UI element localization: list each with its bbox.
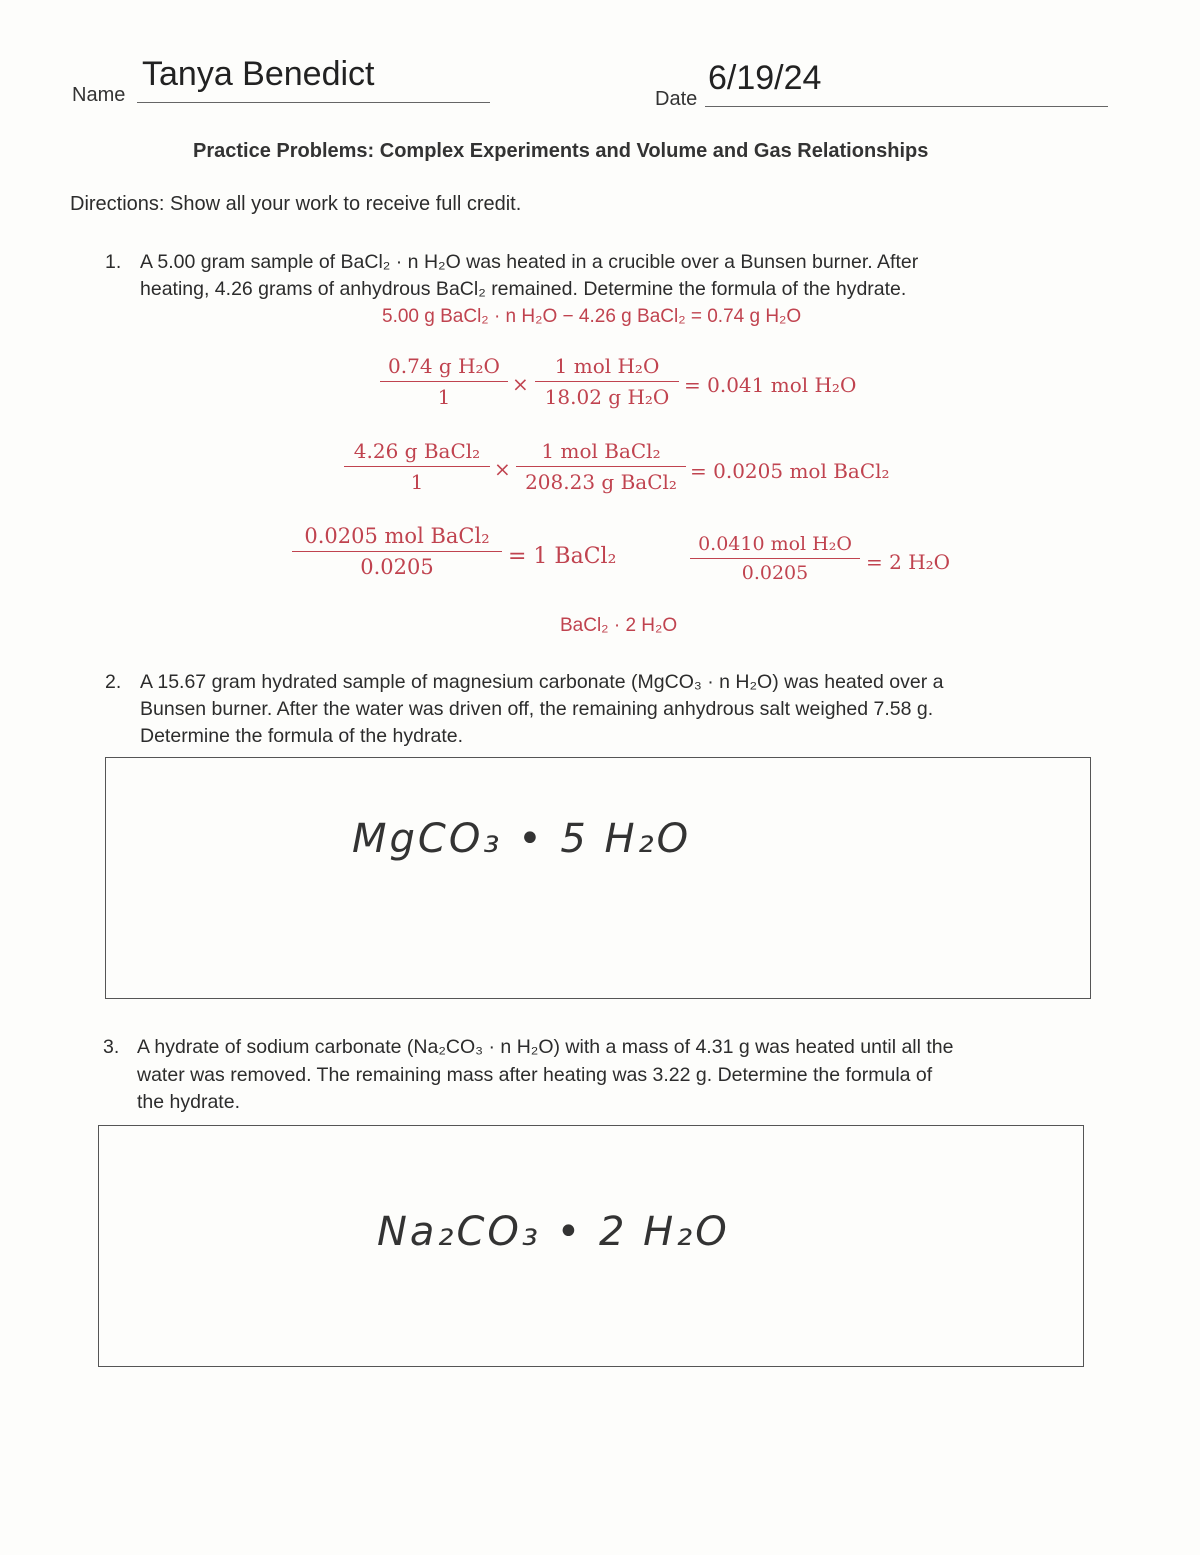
ratio2-num: 0.0410 mol H₂O — [698, 533, 852, 555]
problem-2-text-line2: Bunsen burner. After the water was driven off, the remaining anhydrous salt weighed 7.58 g. — [140, 698, 934, 720]
problem-1-text-line1: A 5.00 gram sample of BaCl₂ · n H₂O was heated in a crucible over a Bunsen burner. After — [140, 251, 919, 273]
ratio1-num: 0.0205 mol BaCl₂ — [304, 524, 490, 548]
calc2-result: = 0.0205 mol BaCl₂ — [690, 459, 890, 483]
page-title: Practice Problems: Complex Experiments and Volume and Gas Relationships — [193, 140, 929, 162]
name-label: Name — [72, 84, 126, 106]
date-label: Date — [655, 88, 698, 110]
calc1-result: = 0.041 mol H₂O — [684, 373, 857, 397]
ratio2-result: = 2 H₂O — [866, 550, 951, 574]
name-line — [137, 102, 490, 103]
calc1-den1: 1 — [437, 385, 451, 409]
problem-1-text-line2: heating, 4.26 grams of anhydrous BaCl₂ remained. Determine the formula of the hydrate. — [140, 278, 907, 300]
calc2-fraction-2 — [516, 439, 686, 494]
problem-3-handwritten-answer: Na₂CO₃ • 2 H₂O — [377, 1209, 730, 1255]
fraction-bar — [292, 551, 502, 552]
problem-3-text-line2: water was removed. The remaining mass after heating was 3.22 g. Determine the formula of — [137, 1064, 933, 1086]
calc1-num1: 0.74 g H₂O — [388, 354, 500, 378]
calc2-den1: 1 — [410, 470, 424, 494]
calc2-num1: 4.26 g BaCl₂ — [353, 439, 481, 463]
name-value[interactable]: Tanya Benedict — [142, 55, 375, 93]
problem-3-text-line3: the hydrate. — [137, 1091, 240, 1113]
calc1-fraction-1 — [380, 354, 508, 409]
ratio1-result: = 1 BaCl₂ — [508, 544, 617, 569]
fraction-bar — [690, 558, 860, 559]
fraction-bar — [380, 381, 508, 382]
problem-3-text-line1: A hydrate of sodium carbonate (Na₂CO₃ · n H₂O) with a mass of 4.31 g was heated until all the — [137, 1036, 954, 1058]
date-line — [705, 106, 1108, 107]
problem-1-subtraction: 5.00 g BaCl₂ · n H₂O − 4.26 g BaCl₂ = 0.74 g H₂O — [382, 306, 802, 327]
calc1-den2: 18.02 g H₂O — [544, 385, 670, 409]
ratio2-den: 0.0205 — [741, 562, 809, 584]
directions: Directions: Show all your work to receive full credit. — [70, 193, 522, 215]
calc1-times: × — [512, 372, 529, 396]
date-value[interactable]: 6/19/24 — [708, 59, 822, 97]
problem-1-answer: BaCl₂ · 2 H₂O — [560, 615, 678, 636]
calc2-num2: 1 mol BaCl₂ — [541, 439, 661, 463]
calc1-num2: 1 mol H₂O — [554, 354, 660, 378]
problem-3-number: 3. — [103, 1036, 120, 1058]
calc1-fraction-2 — [535, 354, 679, 409]
ratio2-fraction — [690, 533, 860, 584]
calc2-fraction-1 — [344, 439, 490, 494]
fraction-bar — [344, 466, 490, 467]
calc2-times: × — [494, 457, 511, 481]
problem-2-handwritten-answer: MgCO₃ • 5 H₂O — [352, 816, 692, 862]
calc2-den2: 208.23 g BaCl₂ — [525, 470, 677, 494]
ratio1-fraction — [292, 524, 502, 579]
problem-2-number: 2. — [105, 671, 122, 693]
problem-2-answer-box[interactable] — [105, 757, 1091, 999]
problem-2-text-line1: A 15.67 gram hydrated sample of magnesium carbonate (MgCO₃ · n H₂O) was heated over a — [140, 671, 944, 693]
problem-2-text-line3: Determine the formula of the hydrate. — [140, 725, 463, 747]
fraction-bar — [516, 466, 686, 467]
ratio1-den: 0.0205 — [360, 555, 434, 579]
problem-1-number: 1. — [105, 251, 122, 273]
fraction-bar — [535, 381, 679, 382]
problem-3-answer-box[interactable] — [98, 1125, 1084, 1367]
